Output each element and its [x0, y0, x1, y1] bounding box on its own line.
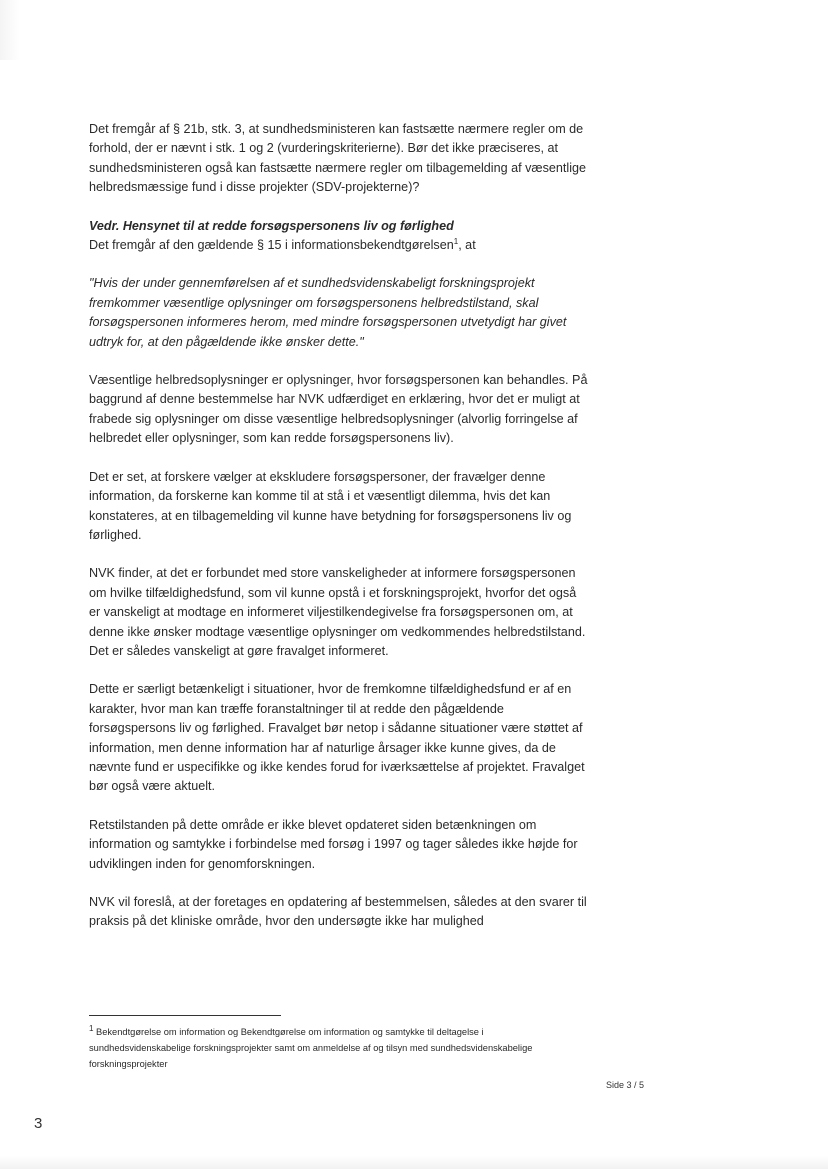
paragraph-legal-status: Retstilstanden på dette område er ikke blevet opdateret siden betænkningen om information og samtykke i forbindelse med forsøg i 1997 og tager således ikke højde for udviklingen inden for genomforskningen. [89, 817, 578, 871]
scan-shadow-bottom [0, 1156, 828, 1169]
intro-paragraph [89, 236, 589, 255]
scan-shadow-left [0, 0, 20, 60]
quoted-provision: "Hvis der under gennemførelsen af et sundhedsvidenskabeligt forskningsprojekt fremkommer væsentlige oplysninger om forsøgspersonens helbredstilstand, skal forsøgspersonen informeres herom, med mindre forsøgspersonen utvetydigt har givet udtryk for, at den pågældende ikke ønsker dette." [89, 276, 567, 349]
paragraph-nvk-findings: NVK finder, at det er forbundet med store vanskeligheder at informere forsøgspersonen om hvilke tilfældighedsfund, som vil kunne opstå i et forskningsprojekt, hvorfor det også er vanskeligt at modtage en informeret viljestilkendegivelse fra forsøgspersonen om, at denne ikke ønsker modtage væsentlige oplysninger om vedkommendes helbredstilstand. Det er således vanskeligt at gøre fravalget informeret. [89, 566, 586, 658]
paragraph-exclusion: Det er set, at forskere vælger at ekskludere forsøgspersoner, der fravælger denne information, da forskerne kan komme til at stå i et væsentligt dilemma, hvis det kan konstateres, at en tilbagemelding vil kunne have betydning for forsøgspersonens liv og førlighed. [89, 469, 572, 542]
document-body [89, 120, 589, 932]
paragraph-concern: Dette er særligt betænkeligt i situationer, hvor de fremkomne tilfældighedsfund er af en karakter, hvor man kan træffe foranstaltninger til at redde den pågældende forsøgspersons liv og førlighed. Fravalget bør netop i sådanne situationer være støttet af information, men denne information har af naturlige årsager ikke kunne gives, da de nævnte fund er uspecifikke og ikke kendes forud for iværksættelse af projektet. Fravalget bør også være aktuelt. [89, 682, 585, 794]
footnote [89, 1024, 579, 1073]
section-heading: Vedr. Hensynet til at redde forsøgspersonens liv og førlighed [89, 218, 454, 233]
intro-suffix: , at [458, 238, 476, 253]
footnote-number: 1 [89, 1023, 94, 1033]
paragraph-health-information: Væsentlige helbredsoplysninger er oplysninger, hvor forsøgspersonen kan behandles. På baggrund af denne bestemmelse har NVK udfærdiget en erklæring, hvor det er muligt at frabede sig oplysninger om disse væsentlige helbredsoplysninger (alvorlig forringelse af helbredet eller oplysninger, som kan redde forsøgspersonens liv). [89, 373, 588, 446]
footnote-reference: 1 [453, 236, 459, 246]
footnote-divider [89, 1015, 281, 1016]
footnote-text: Bekendtgørelse om information og Bekendtgørelse om information og samtykke til deltagelse i sundhedsvidenskabelige forskningsprojekter samt om anmeldelse af og tilsyn med sundhedsvidenskabelige forskningsprojekter [89, 1027, 533, 1070]
intro-text: Det fremgår af den gældende § 15 i informationsbekendtgørelsen [89, 238, 454, 253]
paragraph-proposal: NVK vil foreslå, at der foretages en opdatering af bestemmelsen, således at den svarer til praksis på det kliniske område, hvor den undersøgte ikke har mulighed [89, 895, 587, 929]
paragraph-sdv-regulation: Det fremgår af § 21b, stk. 3, at sundhedsministeren kan fastsætte nærmere regler om de forhold, der er nævnt i stk. 1 og 2 (vurderingskriterierne). Bør det ikke præciseres, at sundhedsministeren også kan fastsætte nærmere regler om tilbagemelding af væsentlige helbredsmæssige fund i disse projekter (SDV-projekterne)? [89, 122, 587, 195]
page-number: Side 3 / 5 [606, 1080, 645, 1090]
margin-page-number: 3 [34, 1115, 43, 1132]
